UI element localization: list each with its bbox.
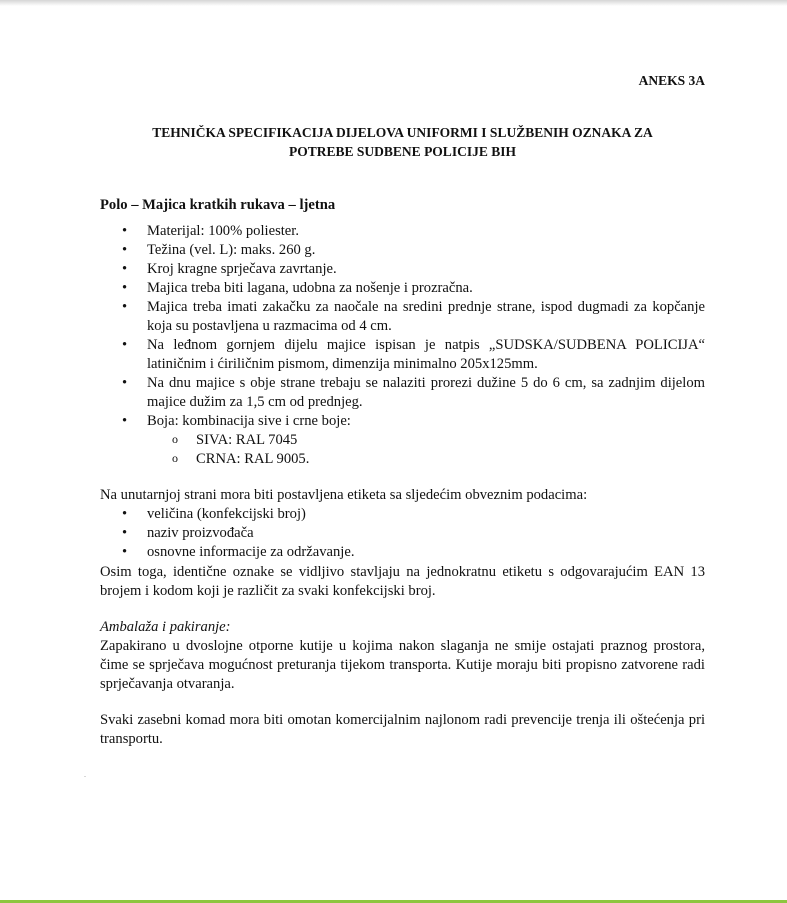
page-speck: . <box>84 770 86 779</box>
spec-bullet-side-slits: • Na dnu majice s obje strane trebaju se nalaziti prorezi dužine 5 do 6 cm, sa zadnjim dijelom majice dužim za 1,5 cm od prednjeg. <box>100 374 705 412</box>
document-title <box>100 123 705 161</box>
spec-bullet-comfort: • Majica treba biti lagana, udobna za nošenje i prozračna. <box>100 279 705 298</box>
label-item-care: • osnovne informacije za održavanje. <box>100 543 705 562</box>
color-subitem-black: o CRNA: RAL 9005. <box>147 450 705 469</box>
wrapping-paragraph: Svaki zasebni komad mora biti omotan komercijalnim najlonom radi prevencije trenja ili oštećenja pri transportu. <box>100 712 705 747</box>
document-title-line-2: POTREBE SUDBENE POLICIJE BIH <box>289 144 516 159</box>
annex-label: ANEKS 3A <box>638 73 705 88</box>
document-title-line-1: TEHNIČKA SPECIFIKACIJA DIJELOVA UNIFORMI I SLUŽBENIH OZNAKA ZA <box>152 125 653 140</box>
ean-paragraph: Osim toga, identične oznake se vidljivo stavljaju na jednokratnu etiketu s odgovarajućim EAN 13 brojem i kodom koji je različit za svaki konfekcijski broj. <box>100 564 705 599</box>
label-item-manufacturer: • naziv proizvođača <box>100 524 705 543</box>
section-heading: Polo – Majica kratkih rukava – ljetna <box>100 197 336 213</box>
packaging-heading: Ambalaža i pakiranje: <box>100 619 231 635</box>
label-intro-paragraph: Na unutarnjoj strani mora biti postavljena etiketa sa sljedećim obveznim podacima: <box>100 487 588 503</box>
color-sublist <box>147 431 705 469</box>
label-item-list <box>100 505 705 562</box>
label-item-size: • veličina (konfekcijski broj) <box>100 505 705 524</box>
spec-bullet-collar: • Kroj kragne sprječava zavrtanje. <box>100 260 705 279</box>
spec-bullet-color <box>100 412 705 469</box>
spec-bullet-glasses-clip: • Majica treba imati zakačku za naočale na sredini prednje strane, ispod dugmadi za kopčanje koja su postavljena u razmacima od 4 cm. <box>100 298 705 336</box>
spec-bullet-material: • Materijal: 100% poliester. <box>100 222 705 241</box>
spec-bullet-color-label: Boja: kombinacija sive i crne boje: <box>147 413 351 429</box>
spec-bullet-list <box>100 222 705 469</box>
spec-bullet-back-print: • Na leđnom gornjem dijelu majice ispisan je natpis „SUDSKA/SUDBENA POLICIJA“ latiničnim i ćiriličnim pismom, dimenzija minimalno 205x125mm. <box>100 336 705 374</box>
packaging-paragraph: Zapakirano u dvoslojne otporne kutije u kojima nakon slaganja ne smije ostajati praznog prostora, čime se sprječava mogućnost preturanja tijekom transporta. Kutije moraju biti propisno zatvorene radi sprječavanja otvaranja. <box>100 638 705 692</box>
color-subitem-grey: o SIVA: RAL 7045 <box>147 431 705 450</box>
viewer-top-shadow <box>0 0 787 6</box>
spec-bullet-weight: • Težina (vel. L): maks. 260 g. <box>100 241 705 260</box>
